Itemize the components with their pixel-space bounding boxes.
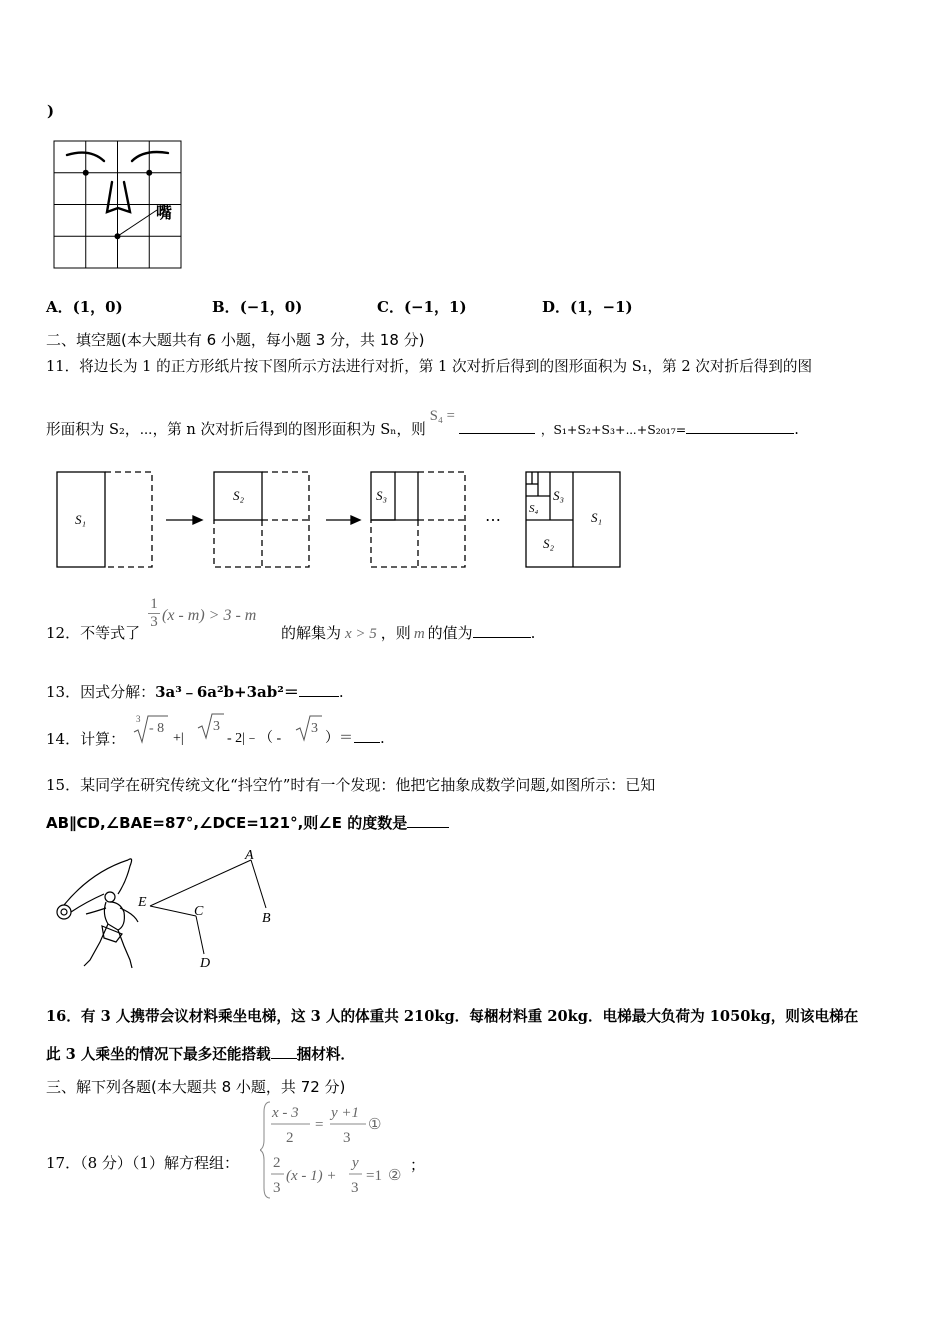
svg-text:）＝: ）＝ — [325, 731, 353, 746]
blank-s4 — [459, 419, 535, 434]
blank-sum — [686, 419, 794, 434]
fig4-s2: S₂ — [543, 536, 555, 551]
blank-q16 — [271, 1044, 297, 1059]
fig4-s3: S₃ — [553, 488, 565, 503]
q12-fraction: 1 3 — [148, 596, 160, 631]
label-a: A — [245, 848, 254, 863]
q14: 14．计算： — [46, 730, 126, 748]
blank-q13 — [299, 682, 339, 697]
section-2-heading: 二、填空题(本大题共有 6 小题，每小题 3 分，共 18 分) — [46, 331, 425, 349]
svg-text:- 8: - 8 — [149, 721, 165, 736]
mouth-label: 嘴 — [156, 203, 173, 222]
option-a: A．(1，0) — [46, 298, 123, 316]
svg-text:x - 3: x - 3 — [272, 1105, 299, 1121]
section-3-heading: 三、解下列各题(本大题共 8 小题，共 72 分) — [46, 1078, 346, 1096]
blank-q15 — [407, 813, 449, 828]
svg-text:- 2|﹣（ -: - 2|﹣（ - — [227, 731, 282, 746]
svg-text:2: 2 — [286, 1130, 294, 1146]
q11-line1: 11．将边长为 1 的正方形纸片按下图所示方法进行对折，第 1 次对折后得到的图形面积为 S₁，第 2 次对折后得到的图 — [46, 358, 813, 375]
svg-text:3: 3 — [351, 1180, 359, 1196]
fig3-s3: S₃ — [376, 488, 388, 503]
q15-line1: 15．某同学在研究传统文化“抖空竹”时有一个发现：他把它抽象成数学问题,如图所示：已知 — [46, 776, 656, 794]
q16-line2: 此 3 人乘坐的情况下最多还能搭载 捆材料． — [46, 1046, 356, 1063]
svg-text:+|: +| — [173, 731, 184, 746]
q12: 12．不等式了 — [46, 624, 141, 642]
kongzhu-figure — [46, 842, 286, 978]
q17-equation-system — [260, 1098, 430, 1202]
top-paren: ) — [47, 102, 55, 120]
fig4-s1: S₁ — [591, 510, 603, 525]
svg-text:(x - 1) +: (x - 1) + — [286, 1168, 337, 1184]
option-c: C．(−1，1) — [377, 298, 467, 316]
svg-text:3: 3 — [343, 1130, 351, 1146]
fig-ellipsis: ⋯ — [485, 512, 501, 529]
svg-text:y +1: y +1 — [331, 1105, 360, 1121]
face-grid-figure — [50, 138, 186, 272]
blank-q12 — [473, 623, 531, 638]
svg-text:3: 3 — [311, 721, 318, 736]
blank-q14 — [354, 728, 380, 743]
svg-text:=1: =1 — [366, 1168, 382, 1184]
svg-text:y: y — [352, 1155, 359, 1171]
q17-prefix: 17．（8 分）（1）解方程组： — [46, 1154, 239, 1172]
svg-text:=: = — [315, 1117, 324, 1133]
svg-text:3: 3 — [136, 714, 141, 724]
s4-expr: S₄ = — [429, 408, 455, 424]
person-figure-icon — [57, 859, 138, 968]
q13: 13．因式分解：3a³﹣6a²b+3ab²＝ . — [46, 683, 344, 701]
q12-rest: 的解集为 x > 5 ，则 m 的值为 . — [281, 624, 536, 642]
q14-blank: . — [354, 728, 385, 747]
q12-expr: (x - m) > 3 - m — [162, 607, 257, 624]
option-d: D．(1，−1) — [542, 298, 633, 316]
fig4-s4: S₄ — [529, 503, 539, 515]
option-b: B．(−1，0) — [212, 298, 303, 316]
label-b: B — [262, 911, 271, 926]
folding-figure — [50, 466, 630, 576]
svg-text:3: 3 — [273, 1180, 281, 1196]
svg-text:2: 2 — [273, 1155, 281, 1171]
svg-text:②: ② — [388, 1168, 402, 1184]
svg-text:3: 3 — [213, 719, 220, 734]
label-d: D — [200, 956, 211, 971]
svg-text:①: ① — [368, 1117, 382, 1133]
svg-text:；: ； — [410, 1158, 426, 1174]
label-e: E — [138, 895, 147, 910]
q15-line2: AB∥CD,∠BAE=87°,∠DCE=121°,则∠E 的度数是 — [46, 812, 449, 833]
label-c: C — [194, 904, 204, 919]
q11-line2: 形面积为 S₂，⋯，第 n 次对折后得到的图形面积为 Sₙ，则S₄ =，S₁+S₂+S₃+⋯+S₂₀₁₇= . — [46, 408, 799, 438]
q16-line1: 16．有 3 人携带会议材料乘坐电梯，这 3 人的体重共 210kg．每梱材料重 20kg．电梯最大负荷为 1050kg，则该电梯在 — [46, 1008, 859, 1025]
fig2-s2: S₂ — [233, 488, 245, 503]
q14-math — [128, 712, 378, 746]
fig1-s1: S₁ — [75, 512, 87, 527]
